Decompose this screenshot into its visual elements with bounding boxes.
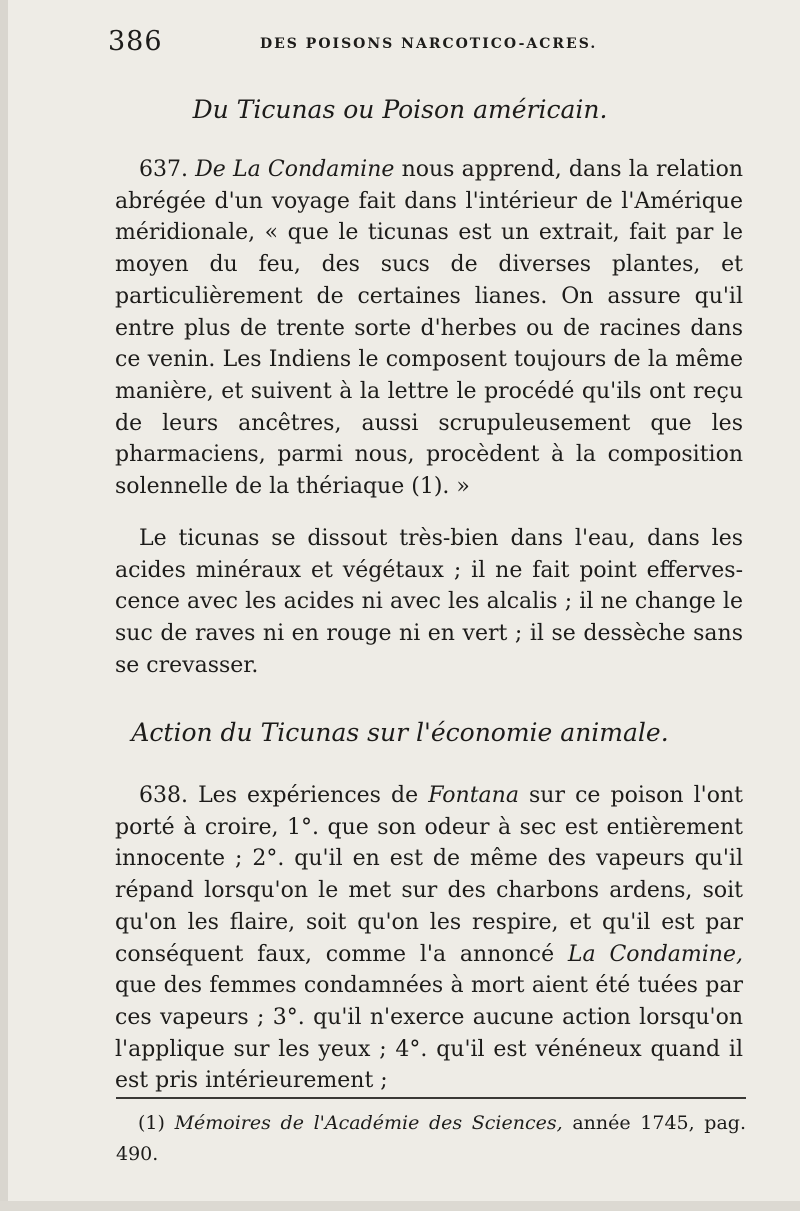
paragraph-number: 638. xyxy=(139,783,188,808)
paragraph-text: Le ticunas se dissout très-bien dans l'eau, dans les acides minéraux et végétaux ; il ne fait point effervescence avec les acides ni avec les alcalis ; il ne change le suc de raves ni en rouge ni en vert ; il se dessèche sans se crevasser. xyxy=(115,526,743,678)
paragraph-638 xyxy=(115,780,743,1097)
section-title-ticunas: Du Ticunas ou Poison américain. xyxy=(192,95,608,124)
running-head: DES POISONS NARCOTICO-ACRES. xyxy=(260,36,598,52)
paragraph-text: nous apprend, dans la relation abrégée d'un voyage fait dans l'intérieur de l'Amérique méridionale, « que le ticunas est un extrait, fait par le moyen du feu, des sucs de diverses plantes, et particulièrement de certaines lianes. On assure qu'il entre plus de trente sorte d'herbes ou de racines dans ce venin. Les Indiens le composent toujours de la même manière, et suivent à la lettre le procédé qu'ils ont reçu de leurs ancêtres, aussi scrupuleusement que les pharmaciens, parmi nous, procèdent à la composition solennelle de la thériaque (1). » xyxy=(115,157,743,500)
paragraph-text: que des femmes condamnées à mort aient été tuées par ces vapeurs ; 3°. qu'il n'exerce aucune action lorsqu'on l'applique sur les yeux ; 4°. qu'il est vénéneux quand il est pris intérieurement ; xyxy=(115,973,743,1094)
author-name: Fontana xyxy=(428,783,519,808)
page-edge-left xyxy=(0,0,8,1211)
page-header xyxy=(108,26,758,66)
paragraph-text: sur ce poison l'ont porté à croire, 1°. que son odeur à sec est entièrement innocente ; 2°. qu'il en est de même des vapeurs qu'il répand lorsqu'on le met sur des charbons ardens, soit qu'on les flaire, soit qu'on les respire, et qu'il est par conséquent faux, comme l'a annoncé xyxy=(115,783,743,967)
paragraph-number: 637. xyxy=(139,157,188,182)
footnote-text: année 1745, pag. 490. xyxy=(116,1112,746,1165)
author-name: La Condamine, xyxy=(567,941,743,967)
footnote-divider xyxy=(116,1097,746,1099)
author-name: De La Condamine xyxy=(195,157,395,182)
footnote-marker: (1) xyxy=(138,1112,165,1134)
page-edge-bottom xyxy=(0,1201,800,1211)
footnote xyxy=(116,1108,746,1170)
paragraph-637 xyxy=(115,154,743,503)
paragraph-lead: Les expériences de xyxy=(198,783,419,808)
section-title-action: Action du Ticunas sur l'économie animale. xyxy=(131,718,669,747)
paragraph-dissolution xyxy=(115,523,743,682)
page-number: 386 xyxy=(108,26,163,57)
footnote-source-title: Mémoires de l'Académie des Sciences, xyxy=(174,1112,563,1134)
